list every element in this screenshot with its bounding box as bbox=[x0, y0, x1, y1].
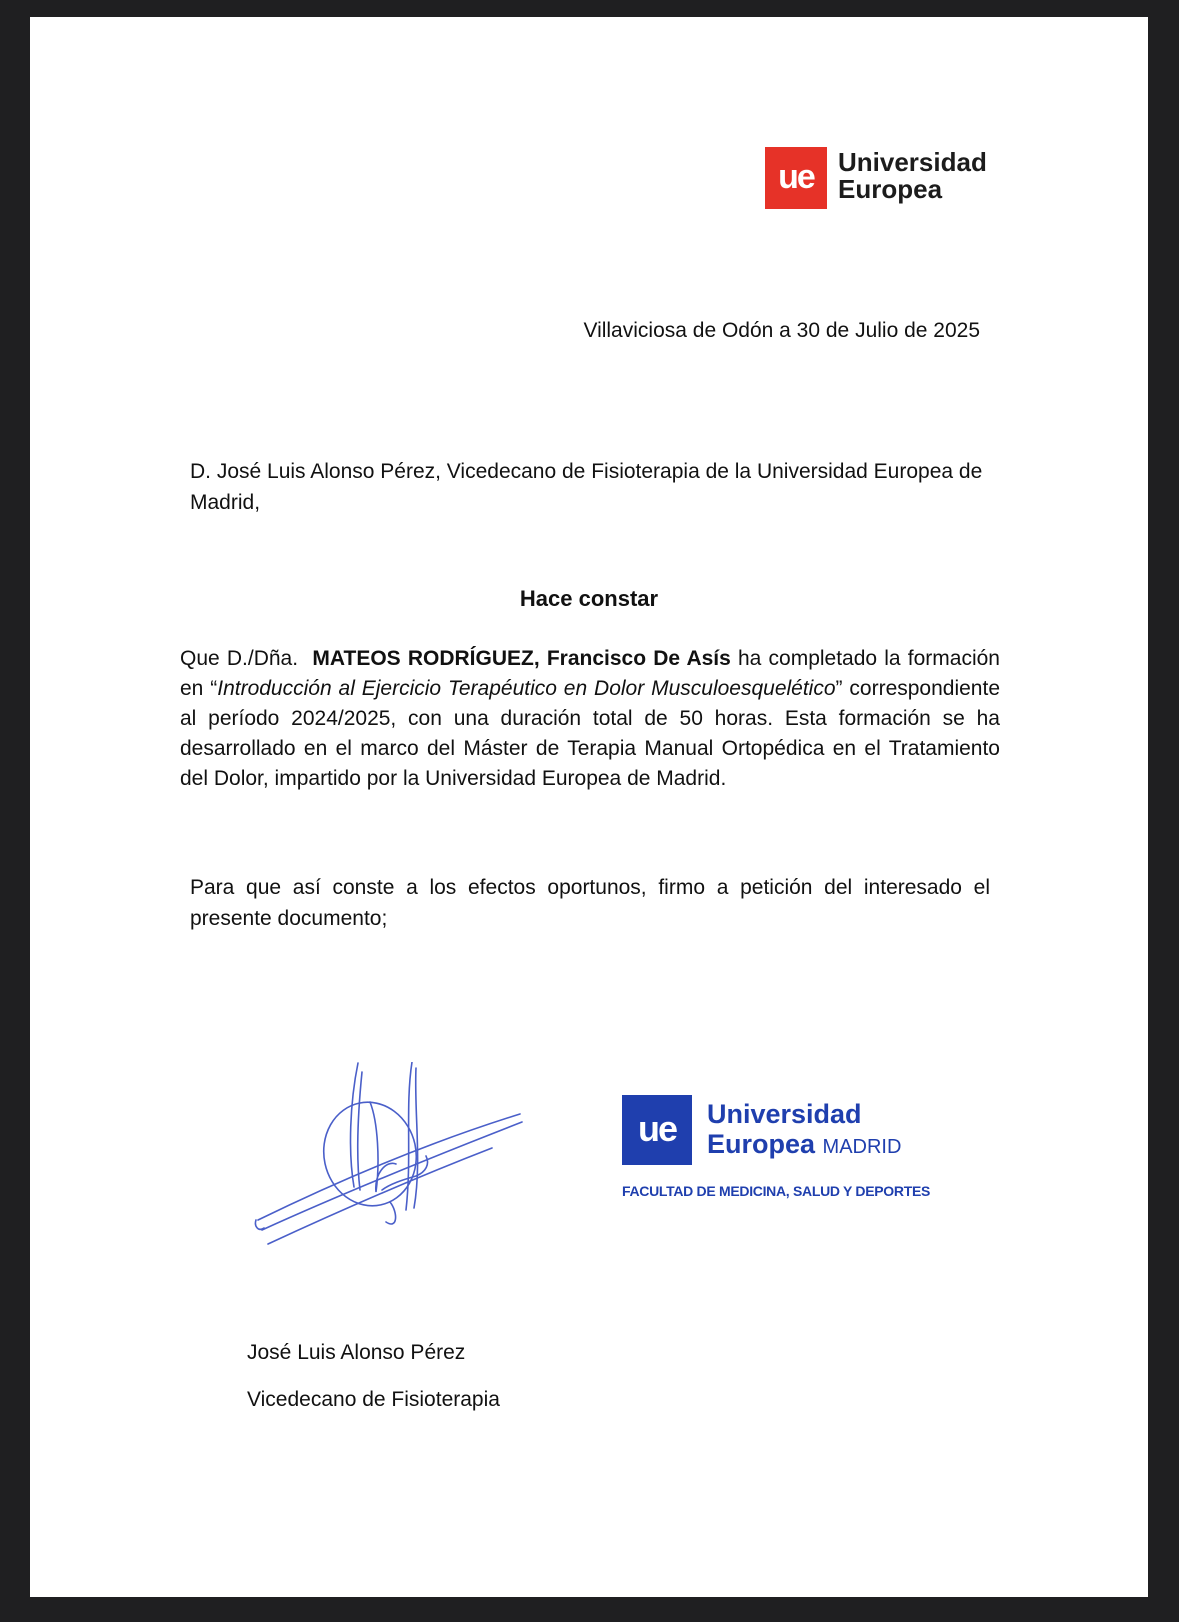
body-text-1: ha completado la formación en “ bbox=[180, 647, 1000, 700]
signer-role: Vicedecano de Fisioterapia bbox=[247, 1388, 500, 1411]
stamp-line-2-text: Europea bbox=[707, 1129, 816, 1159]
stamp-line-2 bbox=[707, 1129, 901, 1162]
handwritten-signature bbox=[230, 1062, 540, 1292]
ue-logo-mark: ue bbox=[765, 147, 827, 209]
stamp-line-1: Universidad bbox=[707, 1099, 862, 1129]
date-line: Villaviciosa de Odón a 30 de Julio de 2025 bbox=[583, 319, 980, 342]
document-page bbox=[30, 17, 1148, 1597]
course-title: Introducción al Ejercicio Terapéutico en Dolor Musculoesquelético bbox=[217, 677, 836, 700]
stamp-faculty: FACULTAD DE MEDICINA, SALUD Y DEPORTES bbox=[622, 1183, 931, 1199]
certification-paragraph bbox=[180, 644, 1000, 794]
university-logo bbox=[765, 147, 995, 211]
logo-line-1: Universidad bbox=[838, 147, 987, 177]
body-prefix: Que D./Dña. bbox=[180, 647, 299, 670]
stamp-wordmark bbox=[707, 1099, 901, 1162]
body-text-2: ” correspondiente al período 2024/2025, con una duración total de 50 horas. Esta formación se ha desarrollado en el marco del Máster de Terapia Manual Ortopédica en el Tratamiento del Dolor, impartido por la Universidad Europea de Madrid. bbox=[180, 677, 1000, 790]
stamp-city: MADRID bbox=[822, 1136, 902, 1158]
document-heading: Hace constar bbox=[519, 586, 659, 611]
stamp-ue-mark: ue bbox=[622, 1095, 692, 1165]
closing-paragraph: Para que así conste a los efectos oportunos, firmo a petición del interesado el presente documento; bbox=[190, 876, 990, 930]
intro-paragraph: D. José Luis Alonso Pérez, Vicedecano de Fisioterapia de la Universidad Europea de Madrid, bbox=[190, 460, 983, 514]
logo-line-2: Europea bbox=[838, 174, 943, 204]
signer-name: José Luis Alonso Pérez bbox=[247, 1341, 466, 1364]
faculty-stamp bbox=[622, 1095, 952, 1215]
student-name: MATEOS RODRÍGUEZ, Francisco De Asís bbox=[312, 647, 731, 670]
logo-wordmark bbox=[838, 149, 987, 203]
